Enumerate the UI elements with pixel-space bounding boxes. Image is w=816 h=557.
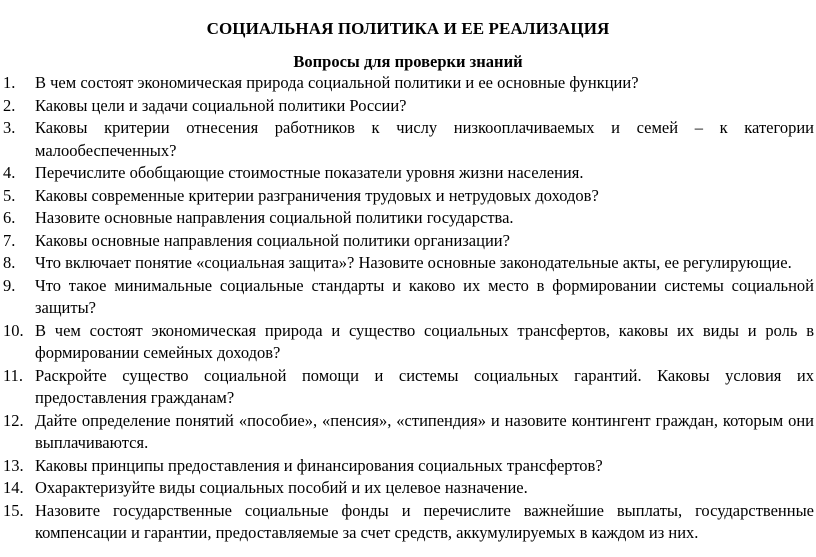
question-number: 4.	[3, 163, 16, 182]
question-item	[0, 477, 816, 500]
question-text: Каковы цели и задачи социальной политики России?	[35, 95, 407, 115]
question-item	[0, 455, 816, 478]
question-number: 10.	[3, 320, 24, 340]
question-item	[0, 185, 816, 208]
question-text: Назовите основные направления социальной политики государства.	[35, 208, 514, 227]
question-number: 5.	[3, 185, 16, 205]
question-item	[0, 162, 816, 185]
question-number: 8.	[3, 253, 16, 272]
question-text: Назовите государственные социальные фонды и перечислите важнейшие выплаты, государственные компенсации и гарантии, предоставляемые за счет средств, аккумулируемых в каждом из них.	[35, 500, 814, 542]
question-number: 9.	[3, 275, 16, 295]
question-text: Охарактеризуйте виды социальных пособий и их целевое назначение.	[35, 478, 528, 497]
question-item	[0, 252, 816, 275]
question-number: 3.	[3, 118, 16, 137]
question-number: 12.	[3, 410, 24, 430]
question-item	[0, 365, 816, 410]
question-number: 13.	[3, 455, 24, 475]
question-item	[0, 230, 816, 253]
question-text: В чем состоят экономическая природа социальной политики и ее основные функции?	[35, 73, 639, 92]
question-text: Каковы критерии отнесения работников к числу низкооплачиваемых и семей – к категории малообеспеченных?	[35, 118, 814, 160]
question-number: 6.	[3, 208, 16, 227]
question-item	[0, 117, 816, 162]
question-number: 14.	[3, 478, 24, 497]
question-text: Что включает понятие «социальная защита»? Назовите основные законодательные акты, ее регулирующие.	[35, 253, 792, 272]
question-text: Что такое минимальные социальные стандарты и каково их место в формировании системы социальной защиты?	[35, 275, 814, 317]
question-item	[0, 207, 816, 230]
question-item	[0, 410, 816, 455]
question-text: В чем состоят экономическая природа и существо социальных трансфертов, каковы их виды и роль в формировании семейных доходов?	[35, 320, 814, 362]
question-text: Каковы принципы предоставления и финансирования социальных трансфертов?	[35, 455, 603, 475]
question-text: Каковы основные направления социальной политики организации?	[35, 230, 510, 250]
question-text: Дайте определение понятий «пособие», «пенсия», «стипендия» и назовите контингент граждан, которым они выплачиваются.	[35, 410, 814, 452]
question-text: Каковы современные критерии разграничения трудовых и нетрудовых доходов?	[35, 185, 599, 205]
question-text: Раскройте существо социальной помощи и системы социальных гарантий. Каковы условия их предоставления гражданам?	[35, 365, 814, 407]
question-item	[0, 500, 816, 545]
question-item	[0, 72, 816, 95]
question-item	[0, 95, 816, 118]
questions-list	[0, 72, 816, 545]
question-text: Перечислите обобщающие стоимостные показатели уровня жизни населения.	[35, 163, 584, 182]
question-item	[0, 320, 816, 365]
question-number: 2.	[3, 95, 16, 115]
section-subtitle: Вопросы для проверки знаний	[293, 52, 523, 71]
document-title: СОЦИАЛЬНАЯ ПОЛИТИКА И ЕЕ РЕАЛИЗАЦИЯ	[206, 19, 610, 38]
question-item	[0, 275, 816, 320]
question-number: 11.	[3, 365, 24, 385]
question-number: 7.	[3, 230, 16, 250]
question-number: 1.	[3, 73, 16, 92]
question-number: 15.	[3, 500, 24, 520]
